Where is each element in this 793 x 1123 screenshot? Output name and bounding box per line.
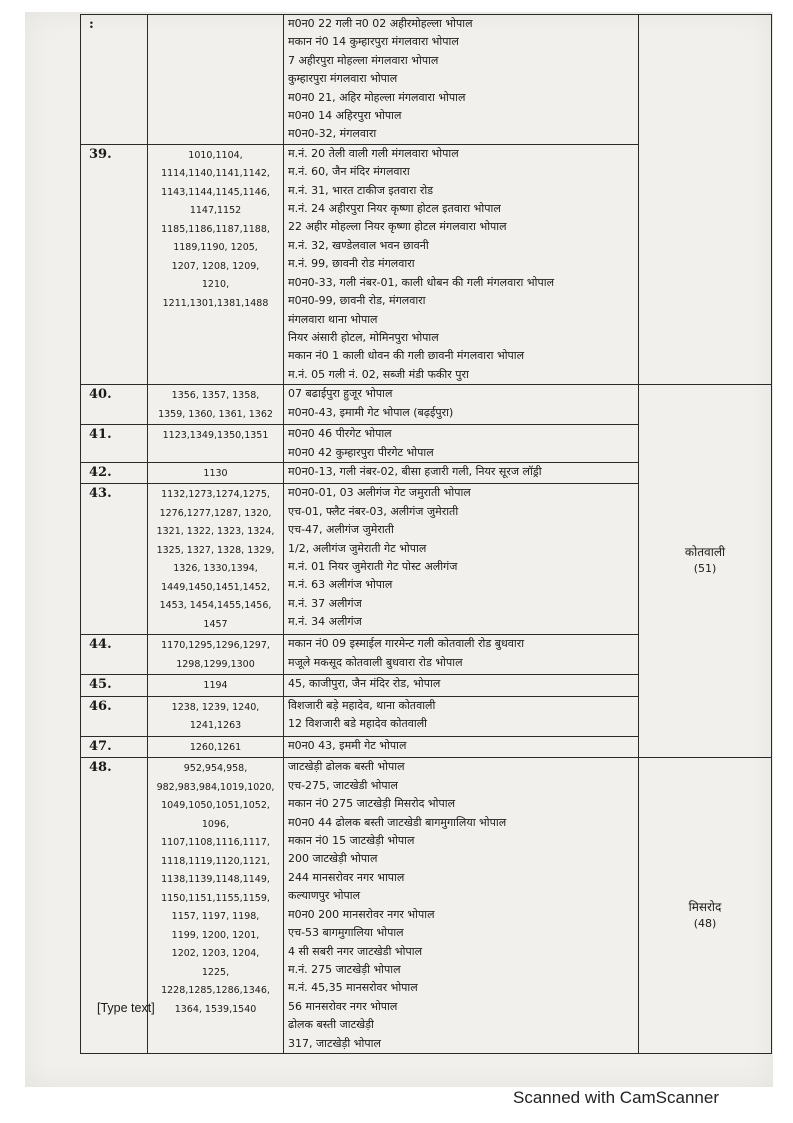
code-line: 1356, 1357, 1358, bbox=[171, 390, 260, 402]
thana-cell bbox=[639, 758, 772, 1054]
codes-cell bbox=[148, 385, 284, 425]
code-line: 1210, bbox=[201, 279, 230, 291]
address-line: म.नं. 60, जैन मंदिर मंगलवारा bbox=[288, 165, 410, 179]
address-line: 244 मानसरोवर नगर भापाल bbox=[288, 870, 405, 884]
address-line: म0न0 200 मानसरोवर नगर भोपाल bbox=[288, 907, 435, 921]
thana-count: (51) bbox=[693, 562, 717, 576]
code-line: 1276,1277,1287, 1320, bbox=[159, 507, 272, 519]
address-line: मकान नं0 14 कुम्हारपुरा मंगलवारा भोपाल bbox=[288, 35, 459, 49]
address-line: मंगलवारा थाना भोपाल bbox=[288, 312, 378, 326]
address-line: 317, जाटखेड़ी भोपाल bbox=[288, 1036, 381, 1050]
code-line: 1118,1119,1120,1121, bbox=[161, 855, 270, 867]
code-line: 1228,1285,1286,1346, bbox=[161, 985, 270, 997]
address-line: मजूले मकसूद कोतवाली बुधवारा रोड भोपाल bbox=[288, 655, 463, 669]
code-line: 1326, 1330,1394, bbox=[173, 563, 258, 575]
code-line: 1185,1186,1187,1188, bbox=[161, 223, 270, 235]
thana-name: मिसरोद bbox=[688, 900, 722, 915]
address-cell bbox=[284, 385, 639, 425]
codes-cell bbox=[148, 15, 284, 145]
serial-number: 48. bbox=[81, 758, 148, 1054]
code-line: 1202, 1203, 1204, bbox=[171, 948, 260, 960]
address-line: म0न0 46 पीरगेट भोपाल bbox=[288, 427, 392, 441]
code-line: 1107,1108,1116,1117, bbox=[161, 837, 270, 849]
address-line: म.नं. 99, छावनी रोड मंगलवारा bbox=[288, 257, 415, 271]
address-line: मकान नं0 1 काली धोवन की गली छावनी मंगलवारा भोपाल bbox=[288, 349, 525, 363]
codes-cell bbox=[148, 484, 284, 635]
address-line: एच-47, अलीगंज जुमेराती bbox=[288, 523, 394, 537]
address-line: म.नं. 37 अलीगंज bbox=[288, 596, 362, 610]
code-line: 1449,1450,1451,1452, bbox=[161, 581, 270, 593]
address-line: म.नं. 32, खण्डेलवाल भवन छावनी bbox=[288, 238, 429, 252]
address-line: म.नं. 20 तेली वाली गली मंगलवारा भोपाल bbox=[288, 146, 459, 160]
code-line: 1325, 1327, 1328, 1329, bbox=[156, 544, 275, 556]
codes-cell bbox=[148, 758, 284, 1054]
type-text-placeholder: [Type text] bbox=[97, 1001, 155, 1015]
address-line: म0न0-33, गली नंबर-01, काली धोबन की गली मंगलवारा भोपाल bbox=[288, 275, 555, 289]
address-line: म.नं. 31, भारत टाकीज इतवारा रोड bbox=[288, 183, 434, 197]
thana-name: कोतवाली bbox=[684, 545, 726, 560]
code-line: 1132,1273,1274,1275, bbox=[161, 489, 270, 501]
address-line: 12 विशजारी बडे महादेव कोतवाली bbox=[288, 717, 428, 731]
address-line: जाटखेड़ी ढोलक बस्ती भोपाल bbox=[288, 760, 405, 774]
serial-cell bbox=[81, 15, 148, 145]
address-cell bbox=[284, 696, 639, 736]
address-line: विशजारी बड़े महादेव, थाना कोतवाली bbox=[288, 698, 436, 712]
serial-number: 41. bbox=[81, 425, 148, 463]
address-line: 45, काजीपुरा, जैन मंदिर रोड, भोपाल bbox=[288, 677, 441, 691]
address-line: ढोलक बस्ती जाटखेड़ी bbox=[288, 1018, 374, 1032]
address-cell bbox=[284, 635, 639, 675]
address-line: म.नं. 24 अहीरपुरा नियर कृष्णा होटल इतवारा भोपाल bbox=[288, 202, 501, 216]
code-line: 1150,1151,1155,1159, bbox=[161, 892, 270, 904]
code-line: 1364, 1539,1540 bbox=[174, 1003, 257, 1015]
code-line: 1321, 1322, 1323, 1324, bbox=[156, 526, 275, 538]
code-line: 952,954,958, bbox=[183, 763, 248, 775]
code-line: 1170,1295,1296,1297, bbox=[161, 640, 270, 652]
code-line: 1114,1140,1141,1142, bbox=[161, 168, 270, 180]
address-line: म0न0 21, अहिर मोहल्ला मंगलवारा भोपाल bbox=[288, 90, 466, 104]
address-line: म0न0 22 गली न0 02 अहीरमोहल्ला भोपाल bbox=[288, 17, 473, 30]
address-line: एच-275, जाटखेडी भोपाल bbox=[288, 778, 398, 792]
address-line: म0न0-43, इमामी गेट भोपाल (बढ़ईपुरा) bbox=[288, 405, 454, 419]
code-line: 1207, 1208, 1209, bbox=[171, 260, 260, 272]
code-line: 1096, bbox=[201, 818, 230, 830]
address-table bbox=[80, 14, 772, 1054]
address-line: म0न0 43, इममी गेट भोपाल bbox=[288, 738, 407, 752]
code-line: 1199, 1200, 1201, bbox=[171, 929, 260, 941]
address-cell bbox=[284, 15, 639, 145]
address-line: म0न0-99, छावनी रोड, मंगलवारा bbox=[288, 294, 426, 308]
address-line: म0न0 14 अहिरपुरा भोपाल bbox=[288, 109, 402, 123]
code-line: 1138,1139,1148,1149, bbox=[161, 874, 270, 886]
codes-cell bbox=[148, 736, 284, 758]
codes-cell bbox=[148, 635, 284, 675]
code-line: 1143,1144,1145,1146, bbox=[161, 186, 270, 198]
table-row-continuation bbox=[81, 15, 772, 145]
address-cell bbox=[284, 462, 639, 484]
code-line: 1157, 1197, 1198, bbox=[171, 911, 260, 923]
address-line: म.नं. 275 जाटखेड़ी भोपाल bbox=[288, 962, 401, 976]
code-line: 1130 bbox=[203, 467, 228, 479]
code-line: 1238, 1239, 1240, bbox=[171, 701, 260, 713]
codes-cell bbox=[148, 425, 284, 463]
address-line: मकान नं0 275 जाटखेड़ी मिसरोद भोपाल bbox=[288, 797, 456, 811]
serial-number: 46. bbox=[81, 696, 148, 736]
address-line: म.नं. 34 अलीगंज bbox=[288, 615, 362, 629]
continuation-mark: : bbox=[89, 17, 94, 32]
address-line: मकान नं0 15 जाटखेड़ी भोपाल bbox=[288, 834, 415, 848]
code-line: 1457 bbox=[203, 618, 228, 630]
codes-cell bbox=[148, 144, 284, 384]
table-row bbox=[81, 758, 772, 1054]
address-line: म.नं. 05 गली नं. 02, सब्जी मंडी फकीर पुरा bbox=[288, 367, 469, 381]
serial-number: 44. bbox=[81, 635, 148, 675]
thana-cell bbox=[639, 15, 772, 385]
address-line: कल्याणपुर भोपाल bbox=[288, 889, 361, 903]
address-cell bbox=[284, 484, 639, 635]
address-cell bbox=[284, 675, 639, 697]
address-line: कुम्हारपुरा मंगलवारा भोपाल bbox=[288, 72, 398, 86]
address-cell bbox=[284, 144, 639, 384]
code-line: 1194 bbox=[203, 680, 228, 692]
code-line: 1241,1263 bbox=[189, 720, 242, 732]
address-line: म.नं. 63 अलीगंज भोपाल bbox=[288, 578, 393, 592]
code-line: 1189,1190, 1205, bbox=[173, 242, 258, 254]
code-line: 1225, bbox=[201, 966, 230, 978]
address-line: 07 बढाईपुरा हुजूर भोपाल bbox=[288, 387, 393, 401]
address-line: म0न0 42 कुम्हारपुरा पीरगेट भोपाल bbox=[288, 445, 434, 459]
code-line: 1123,1349,1350,1351 bbox=[162, 430, 269, 442]
serial-number: 42. bbox=[81, 462, 148, 484]
address-line: म0न0-13, गली नंबर-02, बीसा हजारी गली, नियर सूरज लॉड्री bbox=[288, 464, 542, 478]
address-line: 7 अहीरपुरा मोहल्ला मंगलवारा भोपाल bbox=[288, 53, 439, 67]
address-line: 22 अहीर मोहल्ला नियर कृष्णा होटल मंगलवारा भोपाल bbox=[288, 220, 507, 234]
code-line: 1298,1299,1300 bbox=[176, 658, 255, 670]
code-line: 1147,1152 bbox=[189, 205, 242, 217]
address-line: 56 मानसरोवर नगर भोपाल bbox=[288, 999, 398, 1013]
address-line: म.नं. 01 नियर जुमेराती गेट पोस्ट अलीगंज bbox=[288, 560, 458, 574]
serial-number: 47. bbox=[81, 736, 148, 758]
address-cell bbox=[284, 736, 639, 758]
address-cell bbox=[284, 425, 639, 463]
address-line: म0न0-32, मंगलवारा bbox=[288, 127, 377, 141]
thana-count: (48) bbox=[693, 917, 717, 931]
thana-block bbox=[639, 385, 771, 577]
address-line: एच-01, फ्लैट नंबर-03, अलीगंज जुमेराती bbox=[288, 504, 459, 518]
address-line: 4 सी सबरी नगर जाटखेडी भोपाल bbox=[288, 944, 423, 958]
code-line: 1359, 1360, 1361, 1362 bbox=[158, 408, 273, 420]
code-line: 1260,1261 bbox=[189, 741, 242, 753]
address-cell bbox=[284, 758, 639, 1054]
address-line: म.नं. 45,35 मानसरोवर भोपाल bbox=[288, 981, 418, 995]
thana-cell bbox=[639, 385, 772, 758]
serial-number: 45. bbox=[81, 675, 148, 697]
address-line: 200 जाटखेड़ी भोपाल bbox=[288, 852, 378, 866]
codes-cell bbox=[148, 696, 284, 736]
codes-cell bbox=[148, 675, 284, 697]
code-line: 1211,1301,1381,1488 bbox=[162, 297, 269, 309]
serial-number: 40. bbox=[81, 385, 148, 425]
codes-cell bbox=[148, 462, 284, 484]
address-line: म0न0 44 ढोलक बस्ती जाटखेडी बागमुगालिया भोपाल bbox=[288, 815, 507, 829]
address-line: म0न0-01, 03 अलीगंज गेट जमुराती भोपाल bbox=[288, 486, 471, 500]
code-line: 1453, 1454,1455,1456, bbox=[159, 600, 272, 612]
address-line: 1/2, अलीगंज जुमेराती गेट भोपाल bbox=[288, 541, 427, 555]
address-line: नियर अंसारी होटल, मोमिनपुरा भोपाल bbox=[288, 330, 439, 344]
code-line: 982,983,984,1019,1020, bbox=[156, 781, 275, 793]
code-line: 1049,1050,1051,1052, bbox=[161, 800, 270, 812]
code-line: 1010,1104, bbox=[188, 149, 243, 161]
serial-number: 39. bbox=[81, 144, 148, 384]
thana-block bbox=[639, 758, 771, 932]
table-row bbox=[81, 385, 772, 425]
address-line: एच-53 बागमुगालिया भोपाल bbox=[288, 926, 404, 940]
scanner-watermark: Scanned with CamScanner bbox=[513, 1088, 720, 1107]
address-line: मकान नं0 09 इस्माईल गारमेन्ट गली कोतवाली रोड बुधवारा bbox=[288, 637, 525, 651]
serial-number: 43. bbox=[81, 484, 148, 635]
